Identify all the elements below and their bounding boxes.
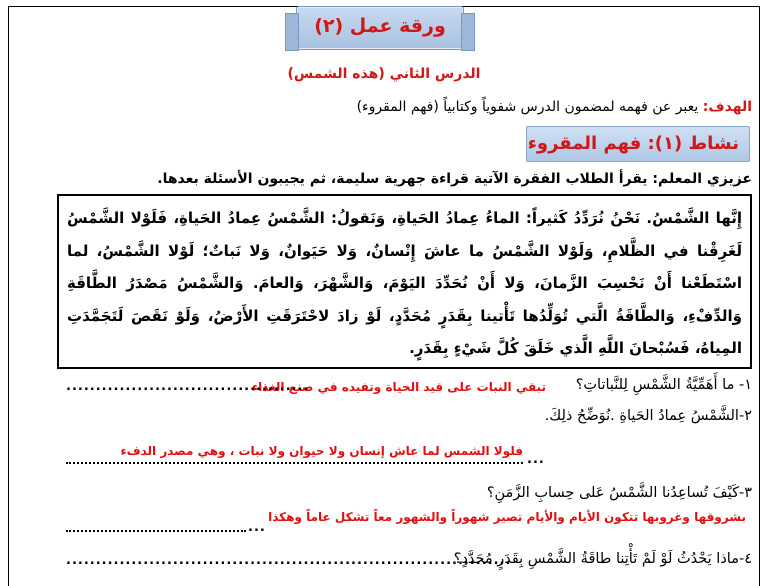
question-2: ٢-الشَّمْسُ عِمادُ الحَياةِ .نُوَضِّحُ ذلِكَ.	[544, 408, 752, 424]
answer-1-dots: .........................................	[66, 379, 310, 394]
goal-text: يعبر عن فهمه لمضمون الدرس شفوياً وكتابياً (فهم المقروء)	[356, 99, 703, 115]
question-4: ٤-ماذا يَحْدُثُ لَوْ لَمْ تَأْتِنا طاقَةُ الشَّمْسِ بِقَدَرٍ مُحَدَّدٍ؟	[453, 551, 752, 567]
answer-3-dots: ...	[248, 520, 266, 535]
answer-2-line	[66, 462, 523, 464]
question-3: ٣-كَيْفَ تُساعِدُنا الشَّمْسُ عَلى حِسابِ الزَّمَنِ؟	[486, 485, 752, 501]
answer-3: بشروقها وغروبها تتكون الأيام والأيام تصير شهوراً والشهور معاً تشكل عاماً وهكذا	[268, 510, 746, 524]
reading-passage: إِنَّها الشَّمْسُ. نَحْنُ نُرَدِّدُ كَثيراً: الماءُ عِمادُ الحَياةِ، وَنَقولُ: الشَّمْسُ عِمادُ الحَياةِ، فَلَوْلا الشَّمْسُ لَغَرِقْنا في الظَّلامِ، وَلَوْلا الشَّمْسُ ما عاشَ إِنْسانٌ، وَلا حَيَوانٌ، وَلا نَباتٌ؛ لَوْلا الشَّمْسُ، لما اسْتَطَعْنا أَنْ نَحْسِبَ الزَّمانَ، وَلا أَنْ نُحَدِّدَ اليَوْمَ، وَالشَّهْرَ، وَالعامَ. وَالشَّمْسُ مَصْدَرُ الطَّاقَةِ وَالدِّفْءِ، وَالطَّاقَةُ الَّتي تُوَلِّدُها تَأْتينا بِقَدَرٍ مُحَدَّدٍ، لَوْ زادَ لاحْتَرَقَتِ الأَرْضُ، وَلَوْ نَقَصَ لَتَجَمَّدَتِ المِياهُ، فَسُبْحانَ اللَّهِ الَّذي خَلَقَ كُلَّ شَيْءٍ بِقَدَرٍ.	[67, 209, 742, 358]
activity-title-box	[526, 126, 750, 162]
reading-passage-box	[57, 194, 752, 369]
question-1: ١- ما أَهَمِّيَّةُ الشَّمْسِ لِلنَّباتاتِ؟	[575, 377, 752, 393]
goal-line	[357, 99, 752, 115]
worksheet-title: ورقة عمل (٢)	[314, 15, 446, 37]
teacher-instruction: عزيزي المعلم: يقرأ الطلاب الفقرة الآتية قراءة جهرية سليمة، ثم يجيبون الأسئلة بعدها.	[157, 171, 752, 187]
answer-3-line	[66, 530, 246, 532]
worksheet-title-banner	[296, 6, 464, 50]
lesson-title: الدرس الثاني (هذه الشمس)	[287, 66, 481, 82]
answer-1: تبقي النبات على قيد الحياة وتفيده في صنع الغذاء	[251, 380, 546, 394]
goal-label: الهدف:	[702, 99, 752, 115]
answer-2: فلولا الشمس لما عاش إنسان ولا حيوان ولا نبات ، وهي مصدر الدفء	[120, 444, 523, 458]
answer-2-dots: ...	[527, 452, 545, 467]
answer-4-dots: ...........................................................................	[66, 553, 512, 568]
activity-title: نشاط (١): فهم المقروء	[527, 133, 739, 154]
